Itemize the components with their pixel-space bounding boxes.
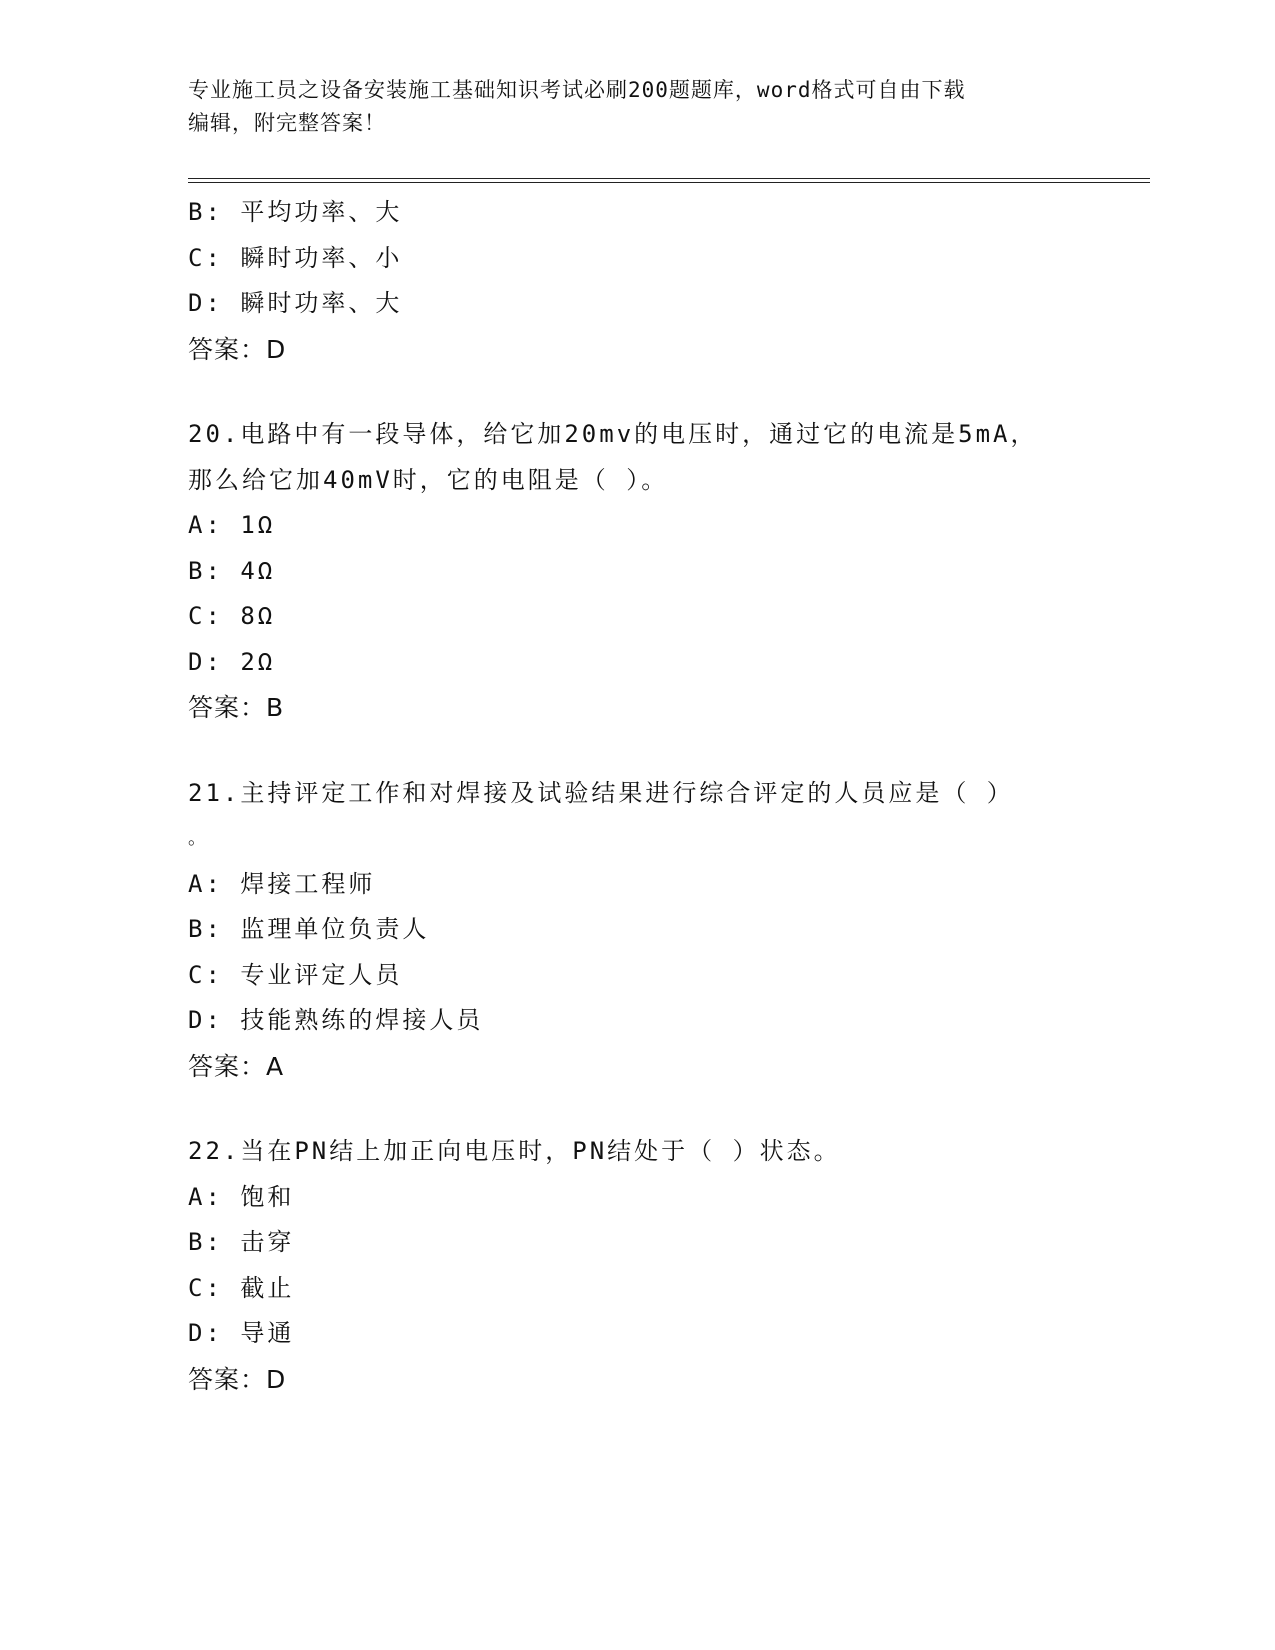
question-21 bbox=[188, 771, 1088, 1090]
option-b: B: 击穿 bbox=[188, 1228, 295, 1256]
option-d: D: 导通 bbox=[188, 1319, 295, 1347]
option-a: A: 饱和 bbox=[188, 1182, 295, 1211]
question-stem-line-2: 那么给它加40mV时，它的电阻是（ ）。 bbox=[188, 465, 669, 494]
question-spacer bbox=[188, 1089, 1088, 1129]
question-content bbox=[188, 190, 1088, 1402]
option-b: B: 平均功率、大 bbox=[188, 198, 403, 226]
option-c: C: 8Ω bbox=[188, 602, 276, 630]
answer-line: 答案：D bbox=[188, 334, 287, 364]
header-title-line-1: 专业施工员之设备安装施工基础知识考试必刷200题题库，word格式可自由下载 bbox=[188, 78, 966, 102]
question-spacer bbox=[188, 731, 1088, 771]
option-c: C: 专业评定人员 bbox=[188, 960, 403, 989]
question-20 bbox=[188, 412, 1088, 731]
option-b: B: 4Ω bbox=[188, 556, 276, 585]
option-b: B: 监理单位负责人 bbox=[188, 915, 430, 943]
question-stem-line-2: 。 bbox=[188, 828, 209, 849]
option-d: D: 瞬时功率、大 bbox=[188, 289, 403, 317]
question-22 bbox=[188, 1129, 1088, 1402]
option-a: A: 焊接工程师 bbox=[188, 869, 376, 898]
option-d: D: 2Ω bbox=[188, 647, 276, 676]
header-divider bbox=[188, 178, 1150, 183]
option-a: A: 1Ω bbox=[188, 511, 276, 539]
document-header bbox=[188, 74, 1068, 140]
answer-line: 答案：D bbox=[188, 1364, 287, 1394]
option-d: D: 技能熟练的焊接人员 bbox=[188, 1006, 484, 1034]
question-stem-line-1: 20.电路中有一段导体，给它加20mv的电压时，通过它的电流是5mA， bbox=[188, 420, 1038, 448]
question-spacer bbox=[188, 372, 1088, 412]
header-title-line-2: 编辑，附完整答案！ bbox=[188, 111, 386, 135]
question-stem-line-1: 22.当在PN结上加正向电压时，PN结处于（ ）状态。 bbox=[188, 1137, 841, 1165]
option-c: C: 瞬时功率、小 bbox=[188, 243, 403, 272]
question-stem-line-1: 21.主持评定工作和对焊接及试验结果进行综合评定的人员应是（ ） bbox=[188, 778, 1014, 807]
option-c: C: 截止 bbox=[188, 1273, 295, 1302]
question-19-continued bbox=[188, 190, 1088, 372]
answer-line: 答案：B bbox=[188, 693, 285, 722]
answer-line: 答案：A bbox=[188, 1051, 285, 1081]
